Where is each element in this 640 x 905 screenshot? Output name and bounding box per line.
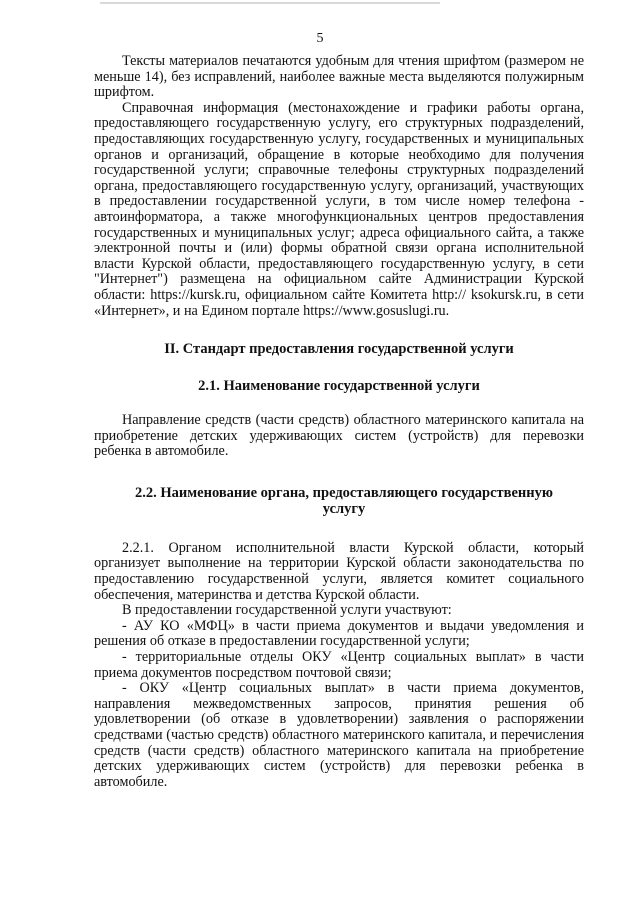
- page-number: 5: [316, 31, 324, 46]
- top-edge-rule: [100, 2, 440, 4]
- document-body: [94, 54, 584, 790]
- paragraph-2-2-1: 2.2.1. Органом исполнительной власти Курской области, который организует выполнение на территории Курской области законодательства по предоставлению государственной услуги, является комитет социального обеспечения, материнства и детства Курской области.: [94, 539, 584, 603]
- paragraph-participants: В предоставлении государственной услуги участвуют:: [122, 602, 452, 619]
- subsection-2-1-title: 2.1. Наименование государственной услуги: [198, 378, 480, 395]
- list-item: - АУ КО «МФЦ» в части приема документов и выдачи уведомления и решения об отказе в предоставлении государственной услуги;: [94, 617, 584, 650]
- list-item: - ОКУ «Центр социальных выплат» в части приема документов, направления межведомственных запросов, принятия решения об удовлетворении (об отказе в удовлетворении) заявления о распоряжении средствами (частью средств) областного материнского капитала, и перечисления средств (части средств) областного материнского капитала на приобретение детских удерживающих систем (устройств) для перевозки ребенка в автомобиле.: [94, 680, 584, 790]
- paragraph-service-name: Направление средств (части средств) областного материнского капитала на приобретение детских удерживающих систем (устройств) для перевозки ребенка в автомобиле.: [94, 412, 584, 460]
- subsection-2-2-title: 2.2. Наименование органа, предоставляющего государственную услугу: [135, 484, 553, 517]
- list-item: - территориальные отделы ОКУ «Центр социальных выплат» в части приема документов посредством почтовой связи;: [94, 649, 584, 681]
- section-title: II. Стандарт предоставления государственной услуги: [164, 341, 514, 358]
- paragraph-reference-info: Справочная информация (местонахождение и графики работы органа, предоставляющего государственную услугу, его структурных подразделений, предоставляющих государственную услугу, государственных и муниципальных органов и организаций, обращение в которые необходимо для получения государственной услуги; справочные телефоны структурных подразделений органа, предоставляющего государственную услугу, организаций, участвующих в предоставлении государственной услуги, в том числе номер телефона - автоинформатора, а также многофункциональных центров предоставления государственных и муниципальных услуг; адреса официального сайта, а также электронной почты и (или) формы обратной связи органа исполнительной власти Курской области, предоставляющего государственную услугу, в сети "Интернет") размещена на официальном сайте Администрации Курской области: https://kursk.ru, официальном сайте Комитета http:// ksokursk.ru, в сети «Интернет», и на Едином портале https://www.gosuslugi.ru.: [94, 99, 584, 319]
- paragraph-fonts: Тексты материалов печатаются удобным для чтения шрифтом (размером не меньше 14), без исправлений, наиболее важные места выделяются полужирным шрифтом.: [94, 53, 584, 101]
